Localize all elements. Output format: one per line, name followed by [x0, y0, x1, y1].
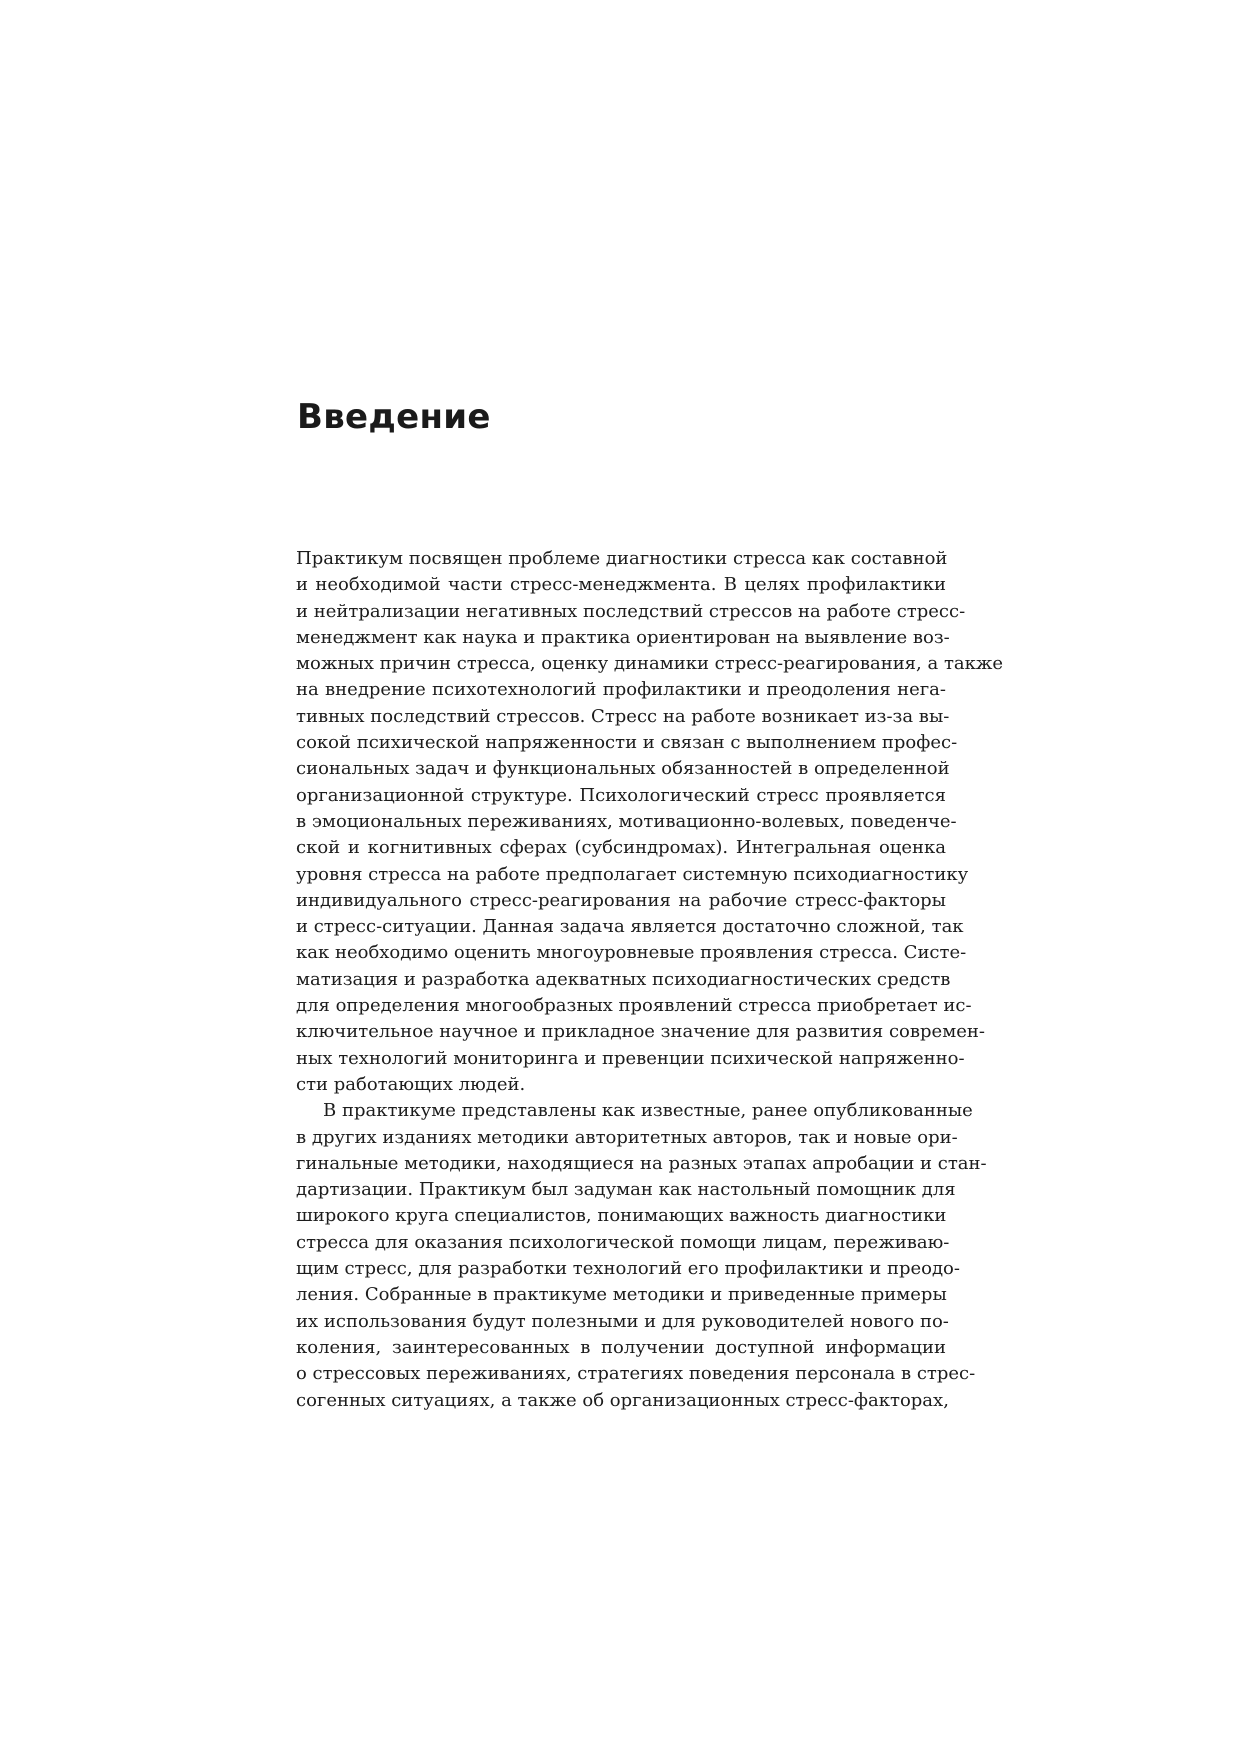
- text-line: ных технологий мониторинга и превенции психической напряженно-: [296, 1047, 965, 1069]
- text-line: можных причин стресса, оценку динамики стресс-реагирования, а также: [296, 653, 1004, 675]
- text-line: щим стресс, для разработки технологий его профилактики и преодо-: [296, 1258, 960, 1280]
- paragraph: [296, 1098, 987, 1414]
- text-line: менеджмент как наука и практика ориентирован на выявление воз-: [296, 626, 950, 648]
- text-line: Практикум посвящен проблеме диагностики стресса как составной: [296, 548, 948, 569]
- text-line: сиональных задач и функциональных обязанностей в определенной: [296, 758, 950, 780]
- text-line: гинальные методики, находящиеся на разных этапах апробации и стан-: [296, 1152, 987, 1174]
- text-line: сти работающих людей.: [296, 1073, 526, 1095]
- text-line: уровня стресса на работе предполагает системную психодиагностику: [296, 863, 969, 885]
- text-line: и необходимой части стресс-менеджмента. В целях профилактики: [296, 574, 946, 596]
- text-line: ления. Собранные в практикуме методики и приведенные примеры: [296, 1284, 947, 1306]
- text-line: для определения многообразных проявлений стресса приобретает ис-: [296, 995, 972, 1017]
- text-line: тивных последствий стрессов. Стресс на работе возникает из-за вы-: [296, 705, 950, 727]
- text-line: на внедрение психотехнологий профилактики и преодоления нега-: [296, 679, 946, 701]
- text-line: и нейтрализации негативных последствий стрессов на работе стресс-: [296, 600, 966, 622]
- chapter-body: [296, 546, 1004, 1414]
- text-line: как необходимо оценить многоуровневые проявления стресса. Систе-: [296, 942, 967, 964]
- text-line: и стресс-ситуации. Данная задача является достаточно сложной, так: [296, 916, 964, 938]
- text-line: стресса для оказания психологической помощи лицам, переживаю-: [296, 1231, 950, 1253]
- text-line: о стрессовых переживаниях, стратегиях поведения персонала в стрес-: [296, 1363, 976, 1385]
- text-line: широкого круга специалистов, понимающих важность диагностики: [296, 1205, 947, 1227]
- text-line: индивидуального стресс-реагирования на рабочие стресс-факторы: [296, 889, 946, 911]
- text-line: сокой психической напряженности и связан с выполнением профес-: [296, 732, 958, 754]
- text-line: ской и когнитивных сферах (субсиндромах). Интегральная оценка: [296, 837, 946, 859]
- text-line: коления, заинтересованных в получении доступной информации: [296, 1336, 946, 1358]
- paragraph: [296, 546, 1004, 1098]
- chapter-title: Введение: [297, 397, 491, 437]
- text-line: в других изданиях методики авторитетных авторов, так и новые ори-: [296, 1126, 958, 1148]
- text-line: согенных ситуациях, а также об организационных стресс-факторах,: [296, 1389, 949, 1411]
- text-line: В практикуме представлены как известные, ранее опубликованные: [323, 1100, 973, 1122]
- text-line: организационной структуре. Психологический стресс проявляется: [296, 784, 946, 806]
- text-line: их использования будут полезными и для руководителей нового по-: [296, 1310, 949, 1332]
- text-line: матизация и разработка адекватных психодиагностических средств: [296, 968, 951, 990]
- text-line: ключительное научное и прикладное значение для развития современ-: [296, 1021, 985, 1043]
- text-line: дартизации. Практикум был задуман как настольный помощник для: [296, 1179, 956, 1201]
- text-line: в эмоциональных переживаниях, мотивационно-волевых, поведенче-: [296, 810, 957, 832]
